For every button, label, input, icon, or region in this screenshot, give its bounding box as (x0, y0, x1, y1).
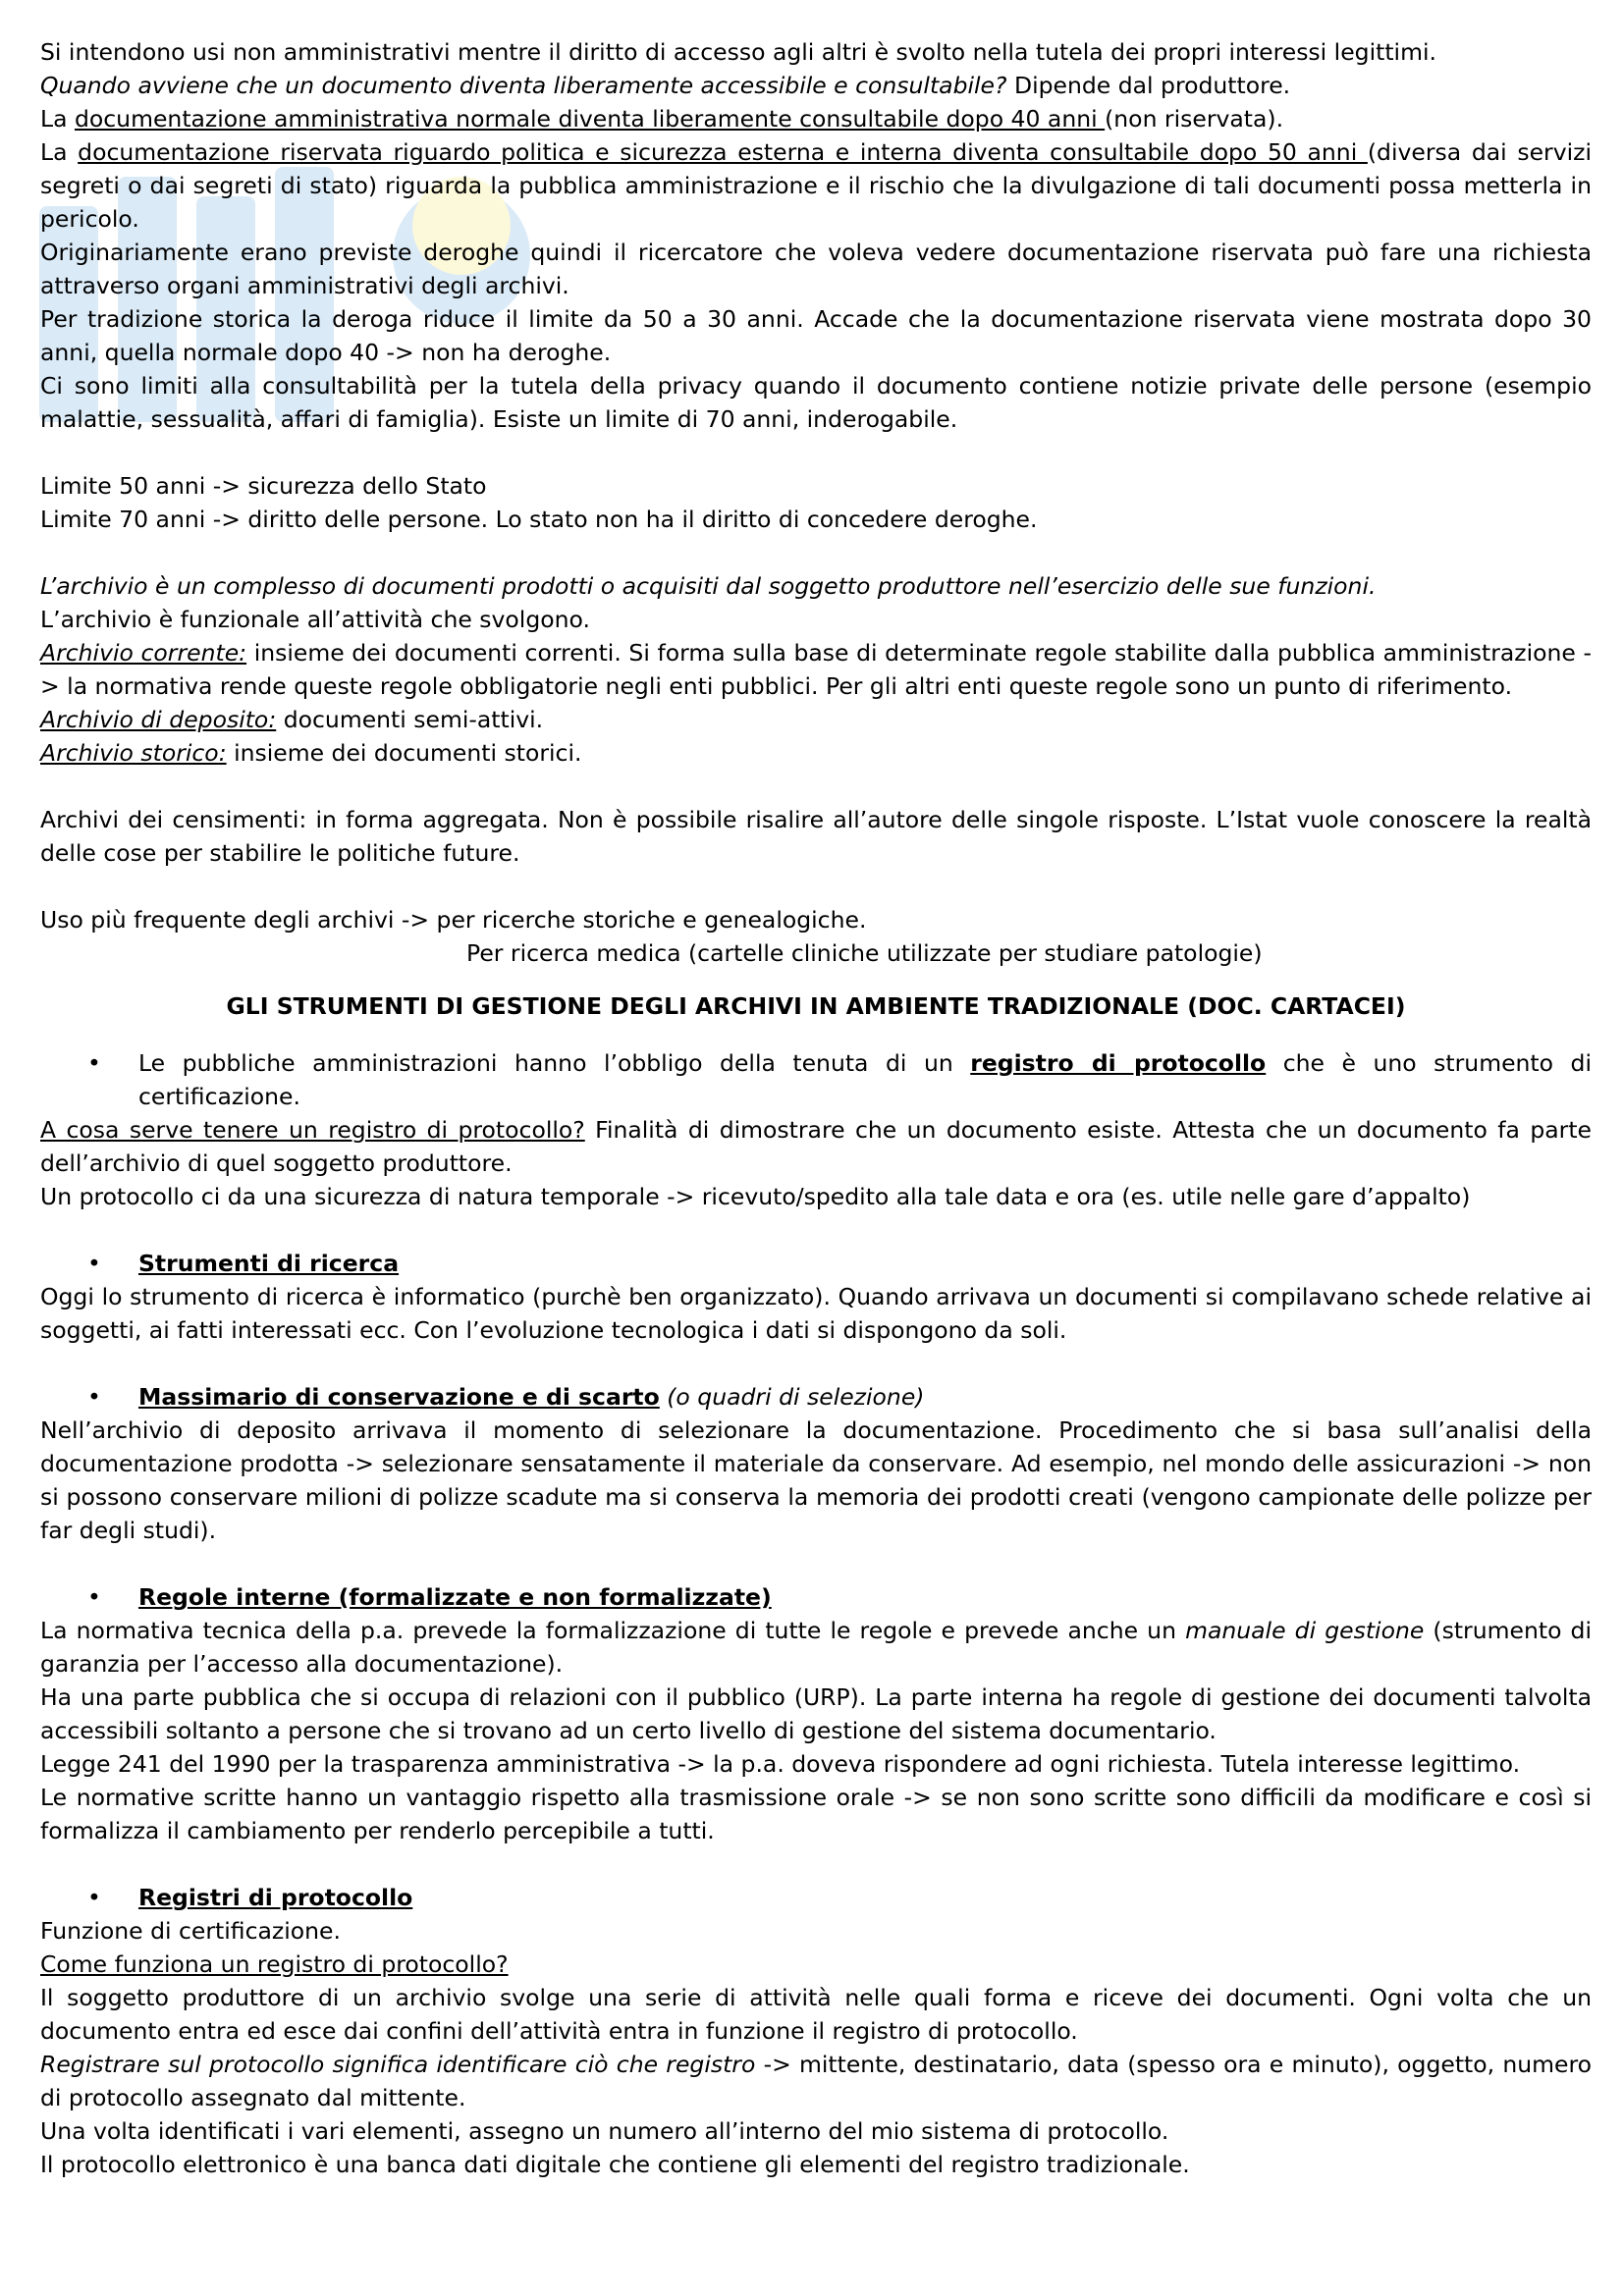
paragraph: Uso più frequente degli archivi -> per ricerche storiche e genealogiche. (40, 906, 867, 934)
text: che è uno strumento di certificazione. (138, 1049, 1592, 1110)
paragraph: Come funziona un registro di protocollo? (40, 1950, 509, 1978)
paragraph (40, 736, 1592, 770)
document-page (40, 35, 1592, 2181)
bullet-item (40, 1247, 1592, 1280)
bullet-item (40, 1580, 1592, 1614)
text: La (40, 138, 79, 166)
text: La (40, 105, 75, 133)
bullet-title: Regole interne (formalizzate e non formalizzate) (138, 1583, 772, 1611)
text: Finalità di dimostrare che un documento esiste. Attesta che un documento fa parte dell’archivio di quel soggetto produttore. (40, 1116, 1592, 1177)
paragraph: Ha una parte pubblica che si occupa di relazioni con il pubblico (URP). La parte interna ha regole di gestione dei documenti talvolta accessibili soltanto a persone che si trovano ad un certo livello di gestione del sistema documentario. (40, 1683, 1592, 1744)
paragraph (40, 1614, 1592, 1681)
underlined-text: A cosa serve tenere un registro di protocollo? (40, 1116, 585, 1144)
bullet-icon: • (87, 1049, 101, 1077)
paragraph (40, 135, 1592, 236)
paragraph: Per ricerca medica (cartelle cliniche utilizzate per studiare patologie) (466, 939, 1263, 967)
text: -> mittente, destinatario, data (spesso ora e minuto), oggetto, numero di protocollo assegnato dal mittente. (40, 2051, 1592, 2111)
text: (diversa dai servizi segreti o dai segreti di stato) riguarda la pubblica amministrazione e il rischio che la divulgazione di tali documenti possa metterla in pericolo. (40, 138, 1592, 233)
paragraph (40, 102, 1592, 135)
text: Dipende dal produttore. (1006, 72, 1291, 99)
text: (non riservata). (1105, 105, 1284, 133)
paragraph: Un protocollo ci da una sicurezza di natura temporale -> ricevuto/spedito alla tale data e ora (es. utile nelle gare d’appalto) (40, 1183, 1471, 1210)
bullet-icon: • (87, 1884, 101, 1911)
paragraph: Per tradizione storica la deroga riduce il limite da 50 a 30 anni. Accade che la documentazione riservata viene mostrata dopo 30 anni, quella normale dopo 40 -> non ha deroghe. (40, 305, 1592, 366)
text: insieme dei documenti storici. (226, 739, 582, 767)
section-heading: GLI STRUMENTI DI GESTIONE DEGLI ARCHIVI IN AMBIENTE TRADIZIONALE (DOC. CARTACEI) (226, 992, 1406, 1020)
paragraph: Limite 70 anni -> diritto delle persone. Lo stato non ha il diritto di concedere deroghe. (40, 506, 1038, 533)
paragraph: L’archivio è un complesso di documenti prodotti o acquisiti dal soggetto produttore nell’esercizio delle sue funzioni. (40, 572, 1377, 600)
paragraph: Le normative scritte hanno un vantaggio rispetto alla trasmissione orale -> se non sono scritte sono difficili da modificare e così si formalizza il cambiamento per renderlo percepibile a tutti. (40, 1784, 1592, 1844)
paragraph: Si intendono usi non amministrativi mentre il diritto di accesso agli altri è svolto nella tutela dei propri interessi legittimi. (40, 38, 1436, 66)
paragraph (40, 703, 1592, 736)
italic-text: Quando avviene che un documento diventa liberamente accessibile e consultabile? (40, 72, 1007, 99)
paragraph (40, 69, 1592, 102)
text: Le pubbliche amministrazioni hanno l’obbligo della tenuta di un (138, 1049, 971, 1077)
term: Archivio di deposito: (40, 706, 277, 733)
paragraph (40, 636, 1592, 703)
bullet-icon: • (87, 1383, 101, 1411)
paragraph: L’archivio è funzionale all’attività che svolgono. (40, 606, 590, 633)
paragraph: Ci sono limiti alla consultabilità per la tutela della privacy quando il documento contiene notizie private delle persone (esempio malattie, sessualità, affari di famiglia). Esiste un limite di 70 anni, inderogabile. (40, 372, 1592, 433)
text: (strumento di garanzia per l’accesso alla documentazione). (40, 1617, 1593, 1678)
underlined-text: documentazione riservata riguardo politica e sicurezza esterna e interna diventa consultabile dopo 50 anni (78, 138, 1368, 166)
italic-text: manuale di gestione (1185, 1617, 1425, 1644)
paragraph: Originariamente erano previste deroghe quindi il ricercatore che voleva vedere documentazione riservata può fare una richiesta attraverso organi amministrativi degli archivi. (40, 239, 1592, 299)
bullet-item (40, 1881, 1592, 1914)
bullet-title: Strumenti di ricerca (138, 1250, 400, 1277)
text: insieme dei documenti correnti. Si forma sulla base di determinate regole stabilite dalla pubblica amministrazione -> la normativa rende queste regole obbligatorie negli enti pubblici. Per gli altri enti queste regole sono un punto di riferimento. (40, 639, 1592, 700)
term: Archivio storico: (40, 739, 227, 767)
bullet-title: Registri di protocollo (138, 1884, 413, 1911)
paragraph: Il soggetto produttore di un archivio svolge una serie di attività nelle quali forma e riceve dei documenti. Ogni volta che un documento entra ed esce dai confini dell’attività entra in funzione il registro di protocollo. (40, 1984, 1592, 2045)
paragraph: Oggi lo strumento di ricerca è informatico (purchè ben organizzato). Quando arrivava un documenti si compilavano schede relative ai soggetti, ai fatti interessati ecc. Con l’evoluzione tecnologica i dati si dispongono da soli. (40, 1283, 1592, 1344)
bullet-icon: • (87, 1250, 101, 1277)
paragraph: Limite 50 anni -> sicurezza dello Stato (40, 472, 487, 500)
bullet-item (40, 1046, 1592, 1113)
text: documenti semi-attivi. (276, 706, 544, 733)
bold-underlined-text: registro di protocollo (970, 1049, 1267, 1077)
bullet-icon: • (87, 1583, 101, 1611)
paragraph: Il protocollo elettronico è una banca dati digitale che contiene gli elementi del registro tradizionale. (40, 2151, 1190, 2178)
paragraph (40, 1113, 1592, 1180)
paragraph: Nell’archivio di deposito arrivava il momento di selezionare la documentazione. Procedimento che si basa sull’analisi della documentazione prodotta -> selezionare sensatamente il materiale da conservare. Ad esempio, nel mondo delle assicurazioni -> non si possono conservare milioni di polizze scadute ma si conserva la memoria dei prodotti creati (vengono campionate delle polizze per far degli studi). (40, 1416, 1592, 1544)
bullet-title: Massimario di conservazione e di scarto (138, 1383, 660, 1411)
text: La normativa tecnica della p.a. prevede la formalizzazione di tutte le regole e prevede anche un (40, 1617, 1186, 1644)
paragraph: Archivi dei censimenti: in forma aggregata. Non è possibile risalire all’autore delle singole risposte. L’Istat vuole conoscere la realtà delle cose per stabilire le politiche future. (40, 806, 1592, 867)
italic-text: Registrare sul protocollo significa identificare ciò che registro (40, 2051, 756, 2078)
paragraph: Una volta identificati i vari elementi, assegno un numero all’interno del mio sistema di protocollo. (40, 2117, 1169, 2145)
underlined-text: documentazione amministrativa normale diventa liberamente consultabile dopo 40 anni (74, 105, 1106, 133)
paragraph: Funzione di certificazione. (40, 1917, 341, 1945)
italic-text: (o quadri di selezione) (659, 1383, 925, 1411)
paragraph (40, 2048, 1592, 2114)
bullet-item (40, 1380, 1592, 1414)
paragraph: Legge 241 del 1990 per la trasparenza amministrativa -> la p.a. doveva rispondere ad ogni richiesta. Tutela interesse legittimo. (40, 1750, 1521, 1778)
term: Archivio corrente: (40, 639, 247, 667)
